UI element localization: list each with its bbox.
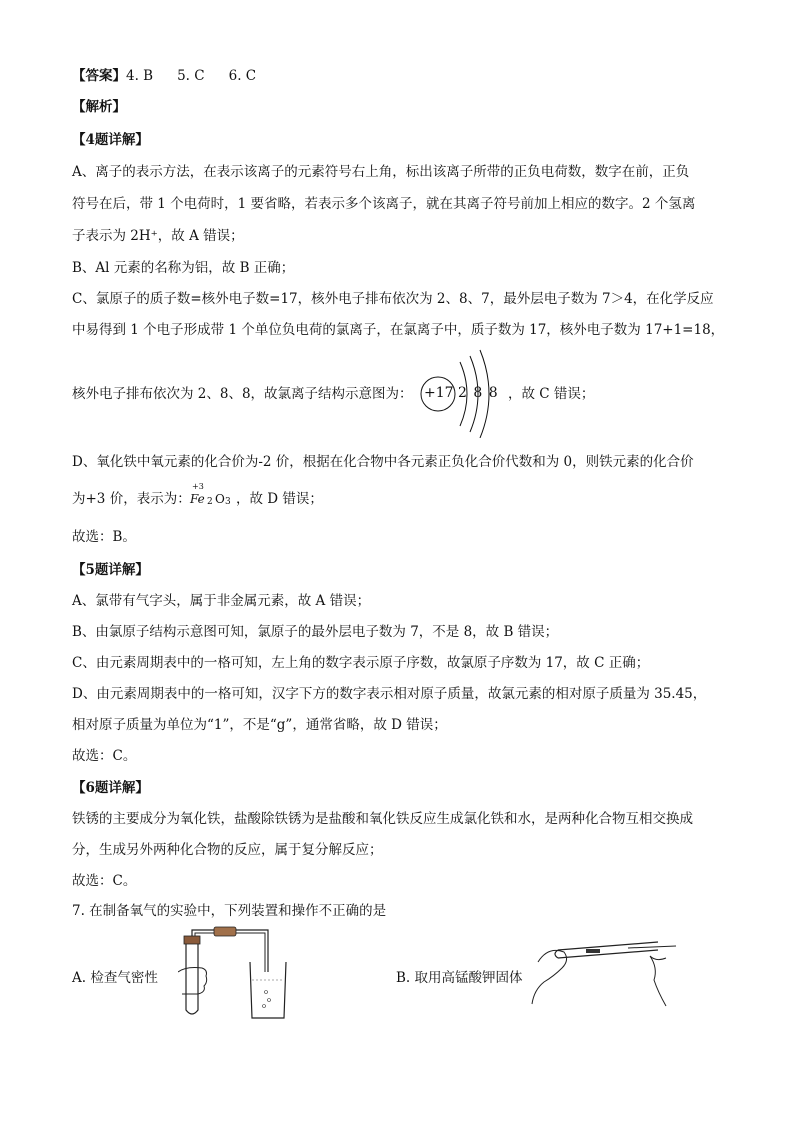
q5-a-line: A、氯带有气字头，属于非金属元素，故 A 错误； [72,593,371,609]
q4-c-line3-post: ，故 C 错误； [508,386,595,402]
q6-line1: 铁锈的主要成分为氧化铁，盐酸除铁锈为是盐酸和氧化铁反应生成氯化铁和水，是两种化合物互相交换成 [72,811,693,827]
nucleus-charge: +17 [424,385,454,401]
q6-header: 【6题详解】 [72,780,149,796]
q5-b-line: B、由氯原子结构示意图可知，氯原子的最外层电子数为 7，不是 8，故 B 错误； [72,624,559,640]
q4-b-line: B、Al 元素的名称为铝，故 B 正确； [72,260,295,276]
formula-fe-sub: 2 [207,497,213,507]
q5-d-line2: 相对原子质量为单位为“1”，不是“g”，通常省略，故 D 错误； [72,717,447,733]
q7-option-a: A. 检查气密性 [72,970,158,986]
formula-charge: +3 [192,482,204,491]
q4-conclusion: 故选：B。 [72,529,136,545]
answer-line [72,66,256,86]
airtightness-check-illustration [178,922,308,1022]
answer-6: 6. C [228,68,257,84]
formula-fe: Fe [190,492,205,506]
q7-stem: 7. 在制备氧气的实验中，下列装置和操作不正确的是 [72,903,387,919]
answer-label: 【答案】 [72,68,126,84]
q5-conclusion: 故选：C。 [72,748,137,764]
q4-d-line1: D、氧化铁中氧元素的化合价为-2 价，根据在化合物中各元素正负化合价代数和为 0，则铁元素的化合价 [72,454,694,470]
q4-c-line3-pre: 核外电子排布依次为 2、8、8，故氯离子结构示意图为： [72,386,413,402]
analysis-label: 【解析】 [72,99,126,115]
potassium-permanganate-sampling-illustration [528,932,678,1012]
q6-line2: 分，生成另外两种化合物的反应，属于复分解反应； [72,842,383,858]
shell-electrons: 2 8 8 [458,385,499,401]
q5-d-line1: D、由元素周期表中的一格可知，汉字下方的数字表示相对原子质量，故氯元素的相对原子质量为 35.45， [72,686,707,702]
answer-4: 4. B [126,68,154,84]
q4-d-line2-post: ，故 D 错误； [236,491,323,507]
q4-c-line2: 中易得到 1 个电子形成带 1 个单位负电荷的氯离子，在氯离子中，质子数为 17，核外电子数为 17+1=18， [72,322,725,338]
q4-header: 【4题详解】 [72,132,149,148]
chloride-ion-structure-diagram [418,348,518,438]
formula-o-sub: 3 [225,497,231,507]
q6-conclusion: 故选：C。 [72,873,137,889]
q4-a-line1: A、离子的表示方法，在表示该离子的元素符号右上角，标出该离子所带的正负电荷数，数字在前，正负 [72,164,690,180]
q7-option-b: B. 取用高锰酸钾固体 [396,970,523,986]
q4-c-line1: C、氯原子的质子数=核外电子数=17，核外电子排布依次为 2、8、7，最外层电子数为 7＞4，在化学反应 [72,291,714,307]
q4-a-line2: 符号在后，带 1 个电荷时，1 要省略，若表示多个该离子，就在其离子符号前加上相应的数字。2 个氢离 [72,196,696,212]
formula-o: O [215,492,225,506]
q5-c-line: C、由元素周期表中的一格可知，左上角的数字表示原子序数，故氯原子序数为 17，故 C 正确； [72,655,650,671]
q4-a-line3: 子表示为 2H⁺，故 A 错误； [72,228,244,244]
q5-header: 【5题详解】 [72,562,149,578]
q4-d-line2-pre: 为+3 价，表示为： [72,491,191,507]
answer-5: 5. C [177,68,205,84]
